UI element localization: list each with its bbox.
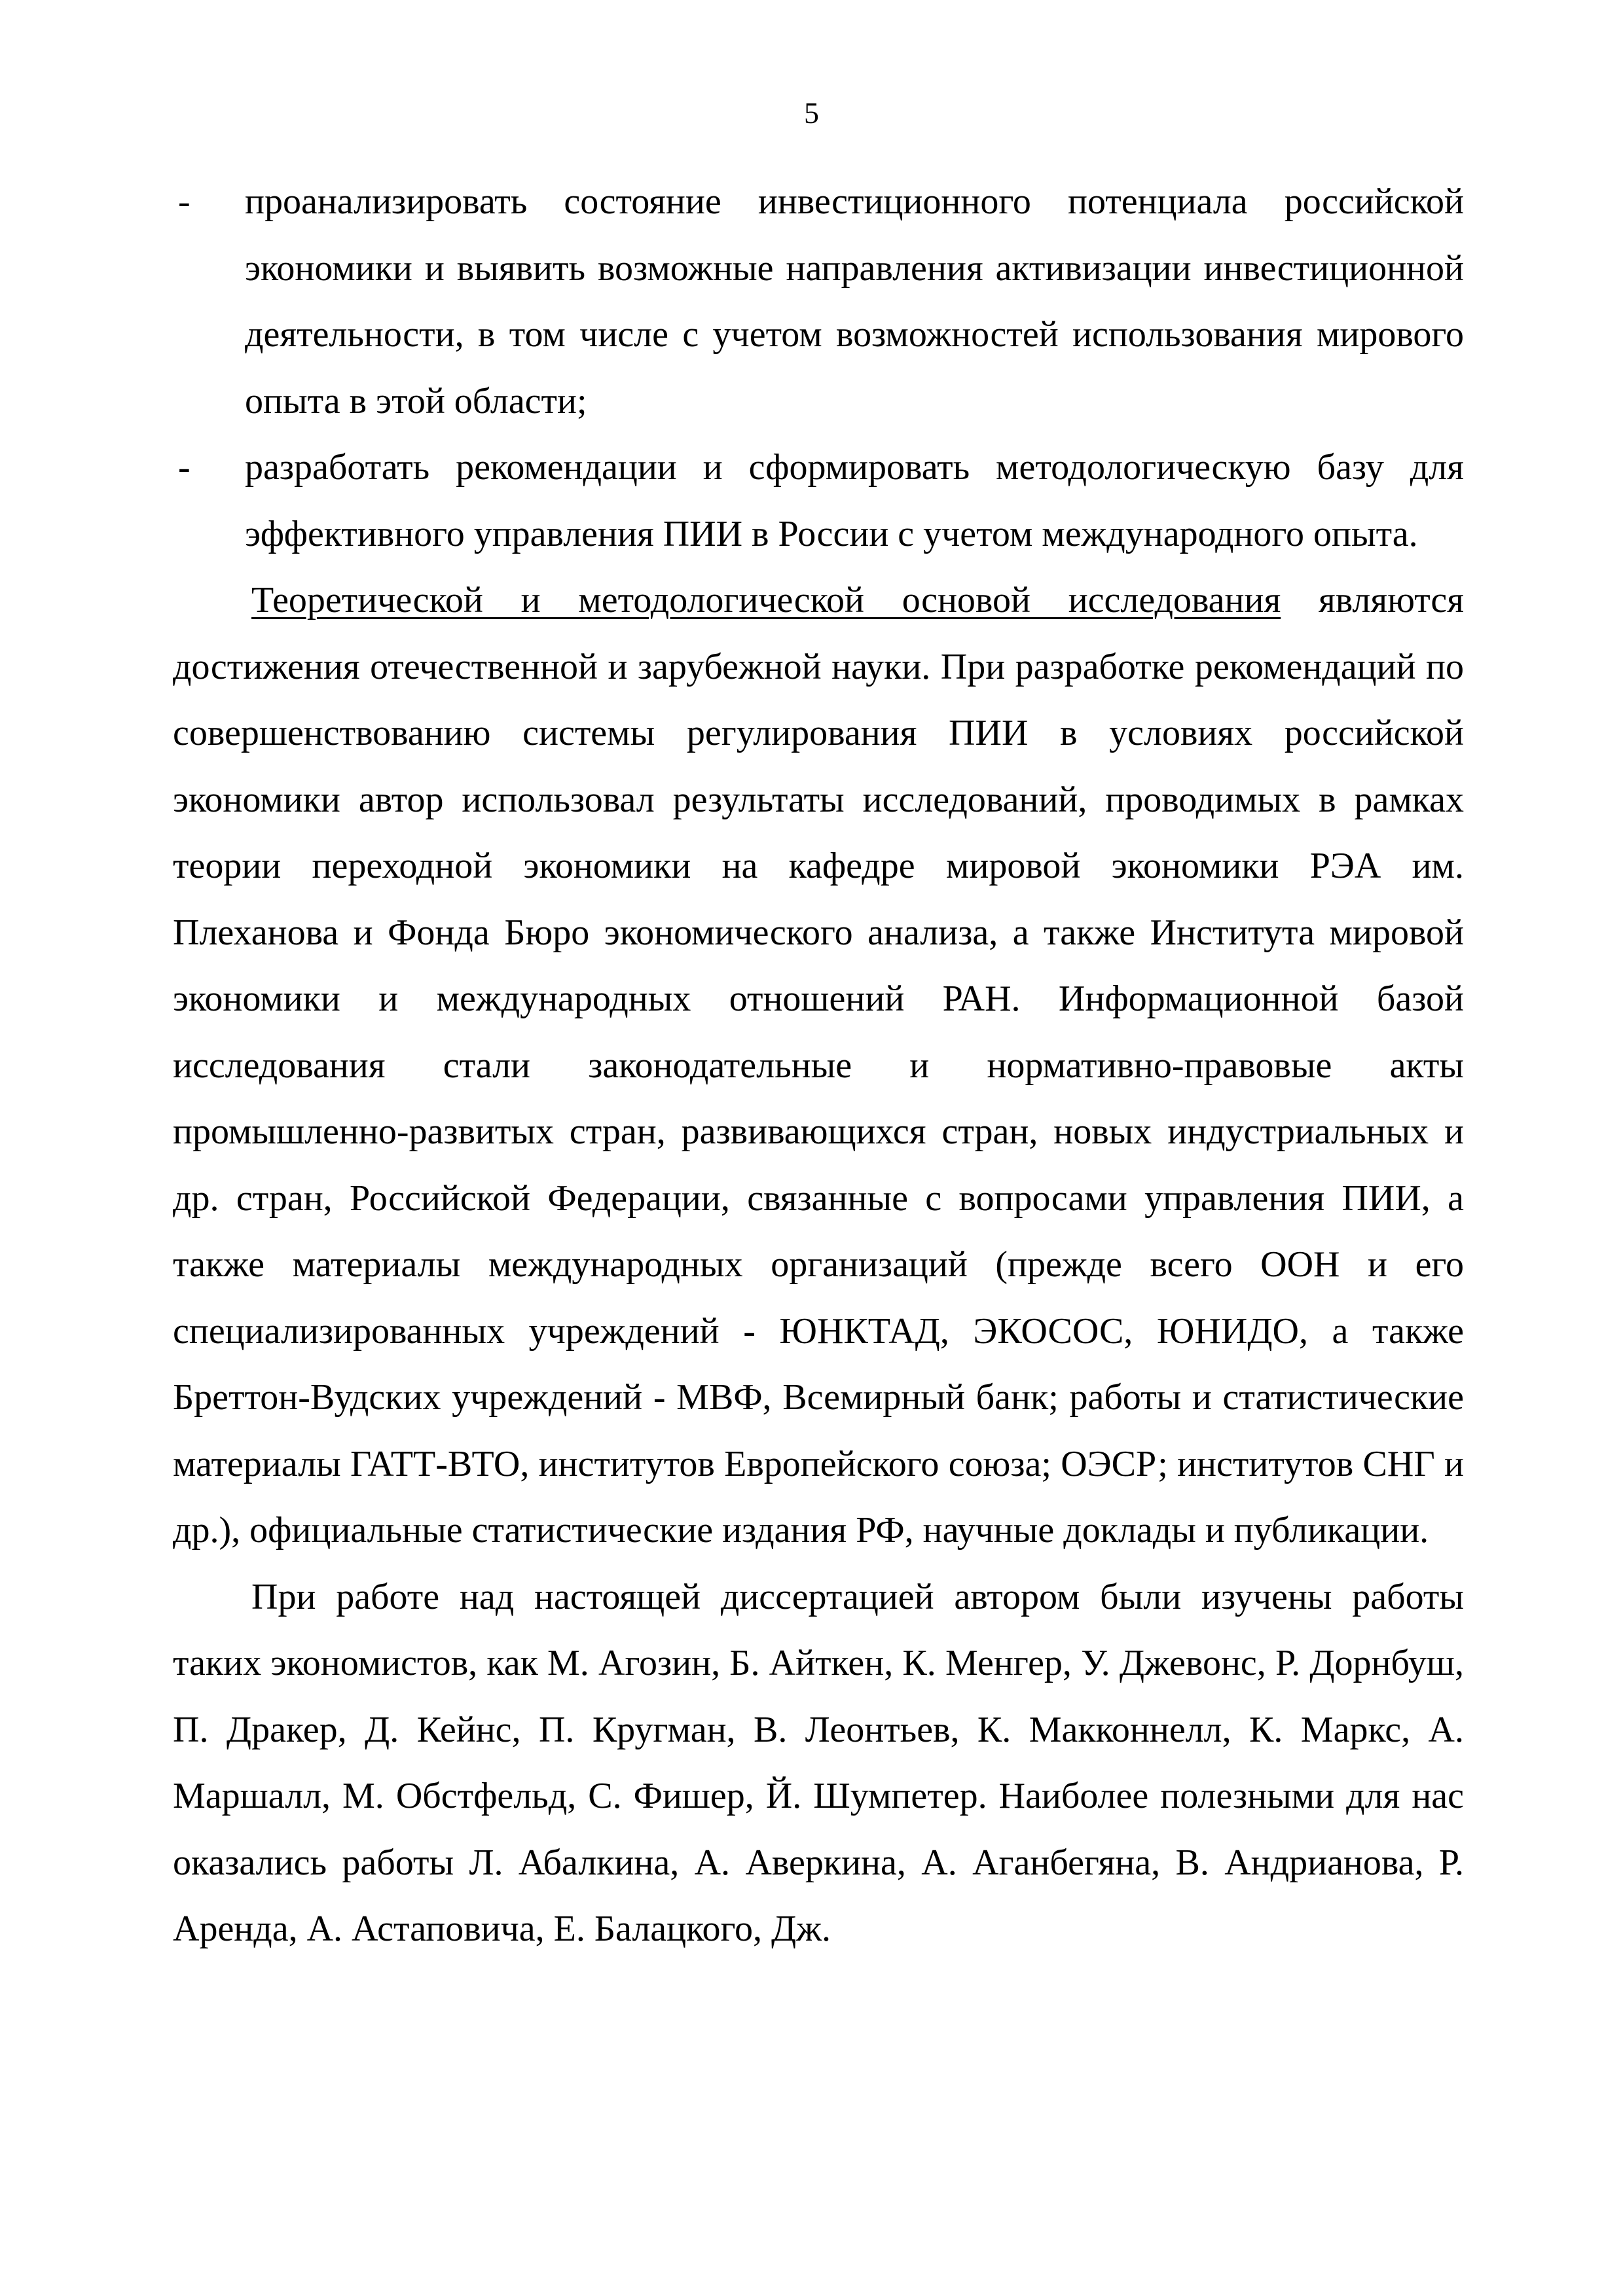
page-number: 5 <box>804 96 819 130</box>
bullet-text: проанализировать состояние инвестиционного потенциала российской экономики и выявить возможные направления активизации инвестиционной деятельности, в том числе с учетом возможностей использования мирового опыта в этой области; <box>245 181 1464 422</box>
paragraph-text: являются достижения отечественной и зарубежной науки. При разработке рекомендаций по совершенствованию системы регулирования ПИИ в условиях российской экономики автор использовал результаты исследований, проводимых в рамках теории переходной экономики на кафедре мировой экономики РЭА им. Плеханова и Фонда Бюро экономического анализа, а также Института мировой экономики и международных отношений РАН. Информационной базой исследования стали законодательные и нормативно-правовые акты промышленно-развитых стран, развивающихся стран, новых индустриальных и др. стран, Российской Федерации, связанные с вопросами управления ПИИ, а также материалы международных организаций (прежде всего ООН и его специализированных учреждений - ЮНКТАД, ЭКОСОС, ЮНИДО, а также Бреттон-Вудских учреждений - МВФ, Всемирный банк; работы и статистические материалы ГАТТ-ВТО, институтов Европейского союза; ОЭСР; институтов СНГ и др.), официальные статистические издания РФ, научные доклады и публикации. <box>173 580 1465 1551</box>
paragraph-methodological-basis <box>173 567 1464 1564</box>
bullet-dash: - <box>178 181 191 222</box>
bullet-item-recommendations <box>173 435 1464 567</box>
bullet-dash: - <box>178 447 191 488</box>
document-body <box>173 169 1464 1963</box>
bullet-item-analysis <box>173 169 1464 435</box>
paragraph-text: При работе над настоящей диссертацией автором были изучены работы таких экономистов, как М. Агозин, Б. Айткен, К. Менгер, У. Джевонс, Р. Дорнбуш, П. Дракер, Д. Кейнс, П. Кругман, В. Леонтьев, К. Макконнелл, К. Маркс, А. Маршалл, М. Обстфельд, С. Фишер, Й. Шумпетер. Наиболее полезными для нас оказались работы Л. Абалкина, А. Аверкина, А. Аганбегяна, В. Андрианова, Р. Аренда, А. Астаповича, Е. Балацкого, Дж. <box>173 1576 1464 1949</box>
bullet-text: разработать рекомендации и сформировать методологическую базу для эффективного управления ПИИ в России с учетом международного опыта. <box>245 447 1464 554</box>
paragraph-studied-authors <box>173 1564 1464 1963</box>
underlined-heading-phrase: Теоретической и методологической основой исследования <box>251 580 1281 620</box>
